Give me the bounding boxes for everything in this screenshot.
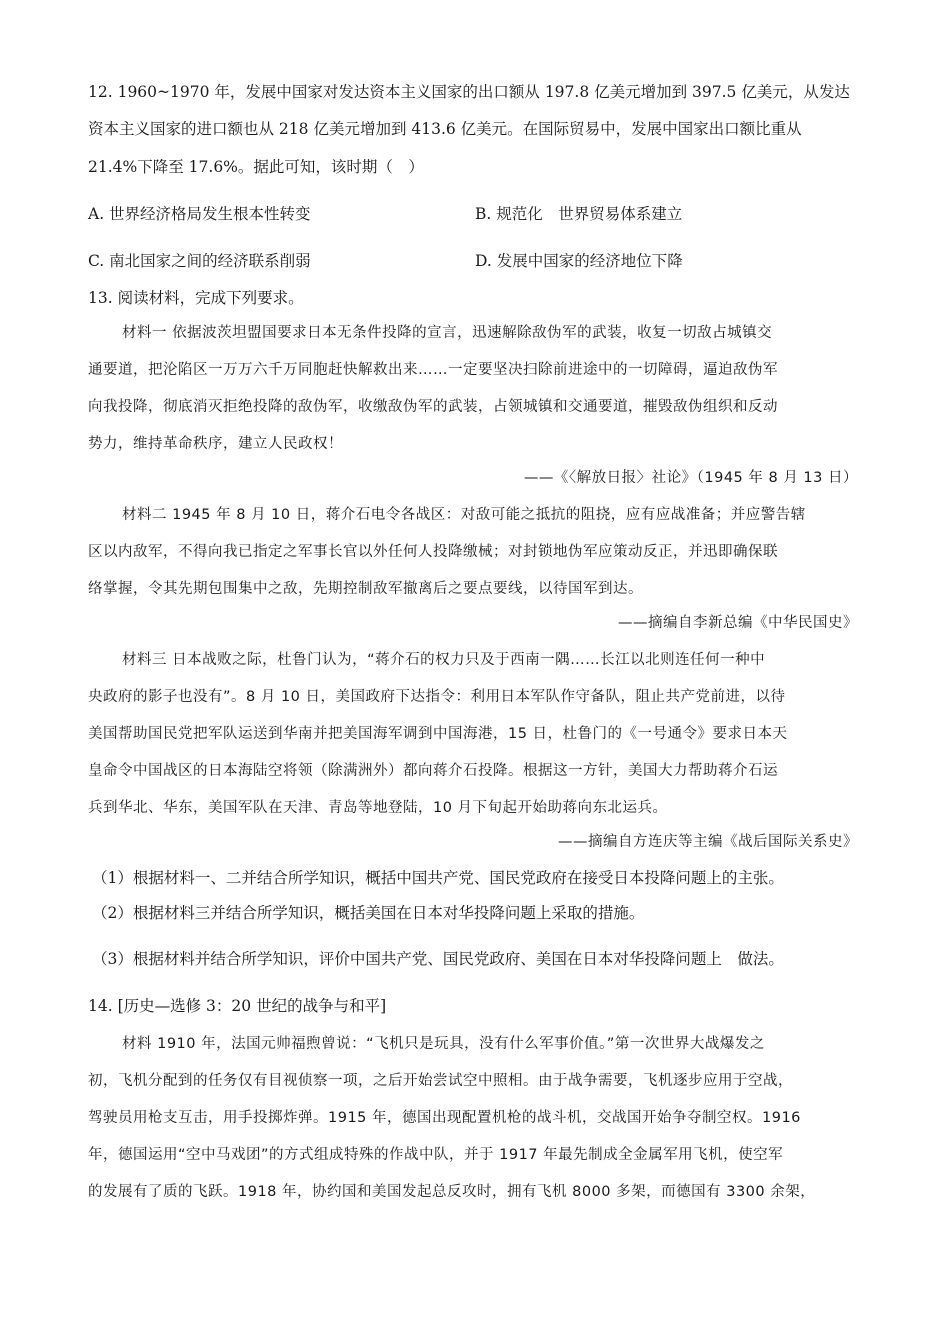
q13-material1-line-1: 材料一 依据波茨坦盟国要求日本无条件投降的宣言，迅速解除敌伪军的武装，收复一切敌占城镇交 xyxy=(122,325,773,341)
q12-option-b: B. 规范化 世界贸易体系建立 xyxy=(475,205,683,223)
q13-sub-question-1: （1）根据材料一、二并结合所学知识，概括中国共产党、国民党政府在接受日本投降问题上的主张。 xyxy=(92,869,784,887)
q14-material-line-5: 的发展有了质的飞跃。1918 年，协约国和美国发起总反攻时，拥有飞机 8000 多架，而德国有 3300 余架， xyxy=(88,1184,816,1200)
q13-material3-line-3: 美国帮助国民党把军队运送到华南并把美国海军调到中国海港，15 日，杜鲁门的《一号通令》要求日本天 xyxy=(88,726,788,742)
q12-stem-line-1: 12. 1960~1970 年，发展中国家对发达资本主义国家的出口额从 197.8 亿美元增加到 397.5 亿美元，从发达 xyxy=(88,83,850,101)
q13-material2-line-1: 材料二 1945 年 8 月 10 日，蒋介石电令各战区：对敌可能之抵抗的阻挠，应有应战准备；并应警告辖 xyxy=(122,507,806,523)
q13-material1-line-3: 向我投降，彻底消灭拒绝投降的敌伪军，收缴敌伪军的武装，占领城镇和交通要道，摧毁敌伪组织和反动 xyxy=(88,399,778,415)
q14-material-line-4: 年，德国运用“空中马戏团”的方式组成特殊的作战中队，并于 1917 年最先制成全金属军用飞机，使空军 xyxy=(88,1147,784,1163)
q14-material-line-1: 材料 1910 年，法国元帅福煦曾说：“飞机只是玩具，没有什么军事价值。”第一次世界大战爆发之 xyxy=(122,1036,765,1052)
q12-stem-line-2: 资本主义国家的进口额也从 218 亿美元增加到 413.6 亿美元。在国际贸易中，发展中国家出口额比重从 xyxy=(88,120,802,138)
q12-stem-line-3: 21.4%下降至 17.6%。据此可知，该时期（ ） xyxy=(88,158,424,176)
q12-option-d: D. 发展中国家的经济地位下降 xyxy=(475,252,683,270)
q13-material3-line-2: 央政府的影子也没有”。8 月 10 日，美国政府下达指令：利用日本军队作守备队，阻止共产党前进，以待 xyxy=(88,689,786,705)
q13-material1-source: ——《〈解放日报〉社论》（1945 年 8 月 13 日） xyxy=(523,470,858,486)
q13-sub-question-3: （3）根据材料并结合所学知识，评价中国共产党、国民党政府、美国在日本对华投降问题上 做法。 xyxy=(92,950,784,968)
q14-heading: 14. [历史—选修 3：20 世纪的战争与和平] xyxy=(88,997,387,1015)
q13-material3-source: ——摘编自方连庆等主编《战后国际关系史》 xyxy=(558,834,858,850)
q13-sub-question-2: （2）根据材料三并结合所学知识，概括美国在日本对华投降问题上采取的措施。 xyxy=(92,904,645,922)
q13-material2-line-2: 区以内敌军，不得向我已指定之军事长官以外任何人投降缴械；对封锁地伪军应策动反正，并迅即确保联 xyxy=(88,544,778,560)
q13-material1-line-4: 势力，维持革命秩序，建立人民政权！ xyxy=(88,436,343,452)
q14-material-line-2: 初，飞机分配到的任务仅有目视侦察一项，之后开始尝试空中照相。由于战争需要，飞机逐步应用于空战， xyxy=(88,1073,793,1089)
q13-material2-line-3: 络掌握，令其先期包围集中之敌，先期控制敌军撤离后之要点要线，以待国军到达。 xyxy=(88,581,643,597)
q12-option-c: C. 南北国家之间的经济联系削弱 xyxy=(88,252,311,270)
q13-material3-line-4: 皇命令中国战区的日本海陆空将领（除满洲外）都向蒋介石投降。根据这一方针，美国大力帮助蒋介石运 xyxy=(88,763,778,779)
q13-material3-line-5: 兵到华北、华东，美国军队在天津、青岛等地登陆，10 月下旬起开始助蒋向东北运兵。 xyxy=(88,800,668,816)
q12-option-a: A. 世界经济格局发生根本性转变 xyxy=(88,205,311,223)
q13-heading: 13. 阅读材料，完成下列要求。 xyxy=(88,289,304,307)
q13-material2-source: ——摘编自李新总编《中华民国史》 xyxy=(618,615,858,631)
q14-material-line-3: 驾驶员用枪支互击，用手投掷炸弹。1915 年，德国出现配置机枪的战斗机，交战国开始争夺制空权。1916 xyxy=(88,1110,801,1126)
q13-material1-line-2: 通要道，把沦陷区一万万六千万同胞赶快解救出来……一定要坚决扫除前进途中的一切障碍，逼迫敌伪军 xyxy=(88,362,778,378)
q13-material3-line-1: 材料三 日本战败之际，杜鲁门认为，“蒋介石的权力只及于西南一隅……长江以北则连任何一种中 xyxy=(122,652,766,668)
